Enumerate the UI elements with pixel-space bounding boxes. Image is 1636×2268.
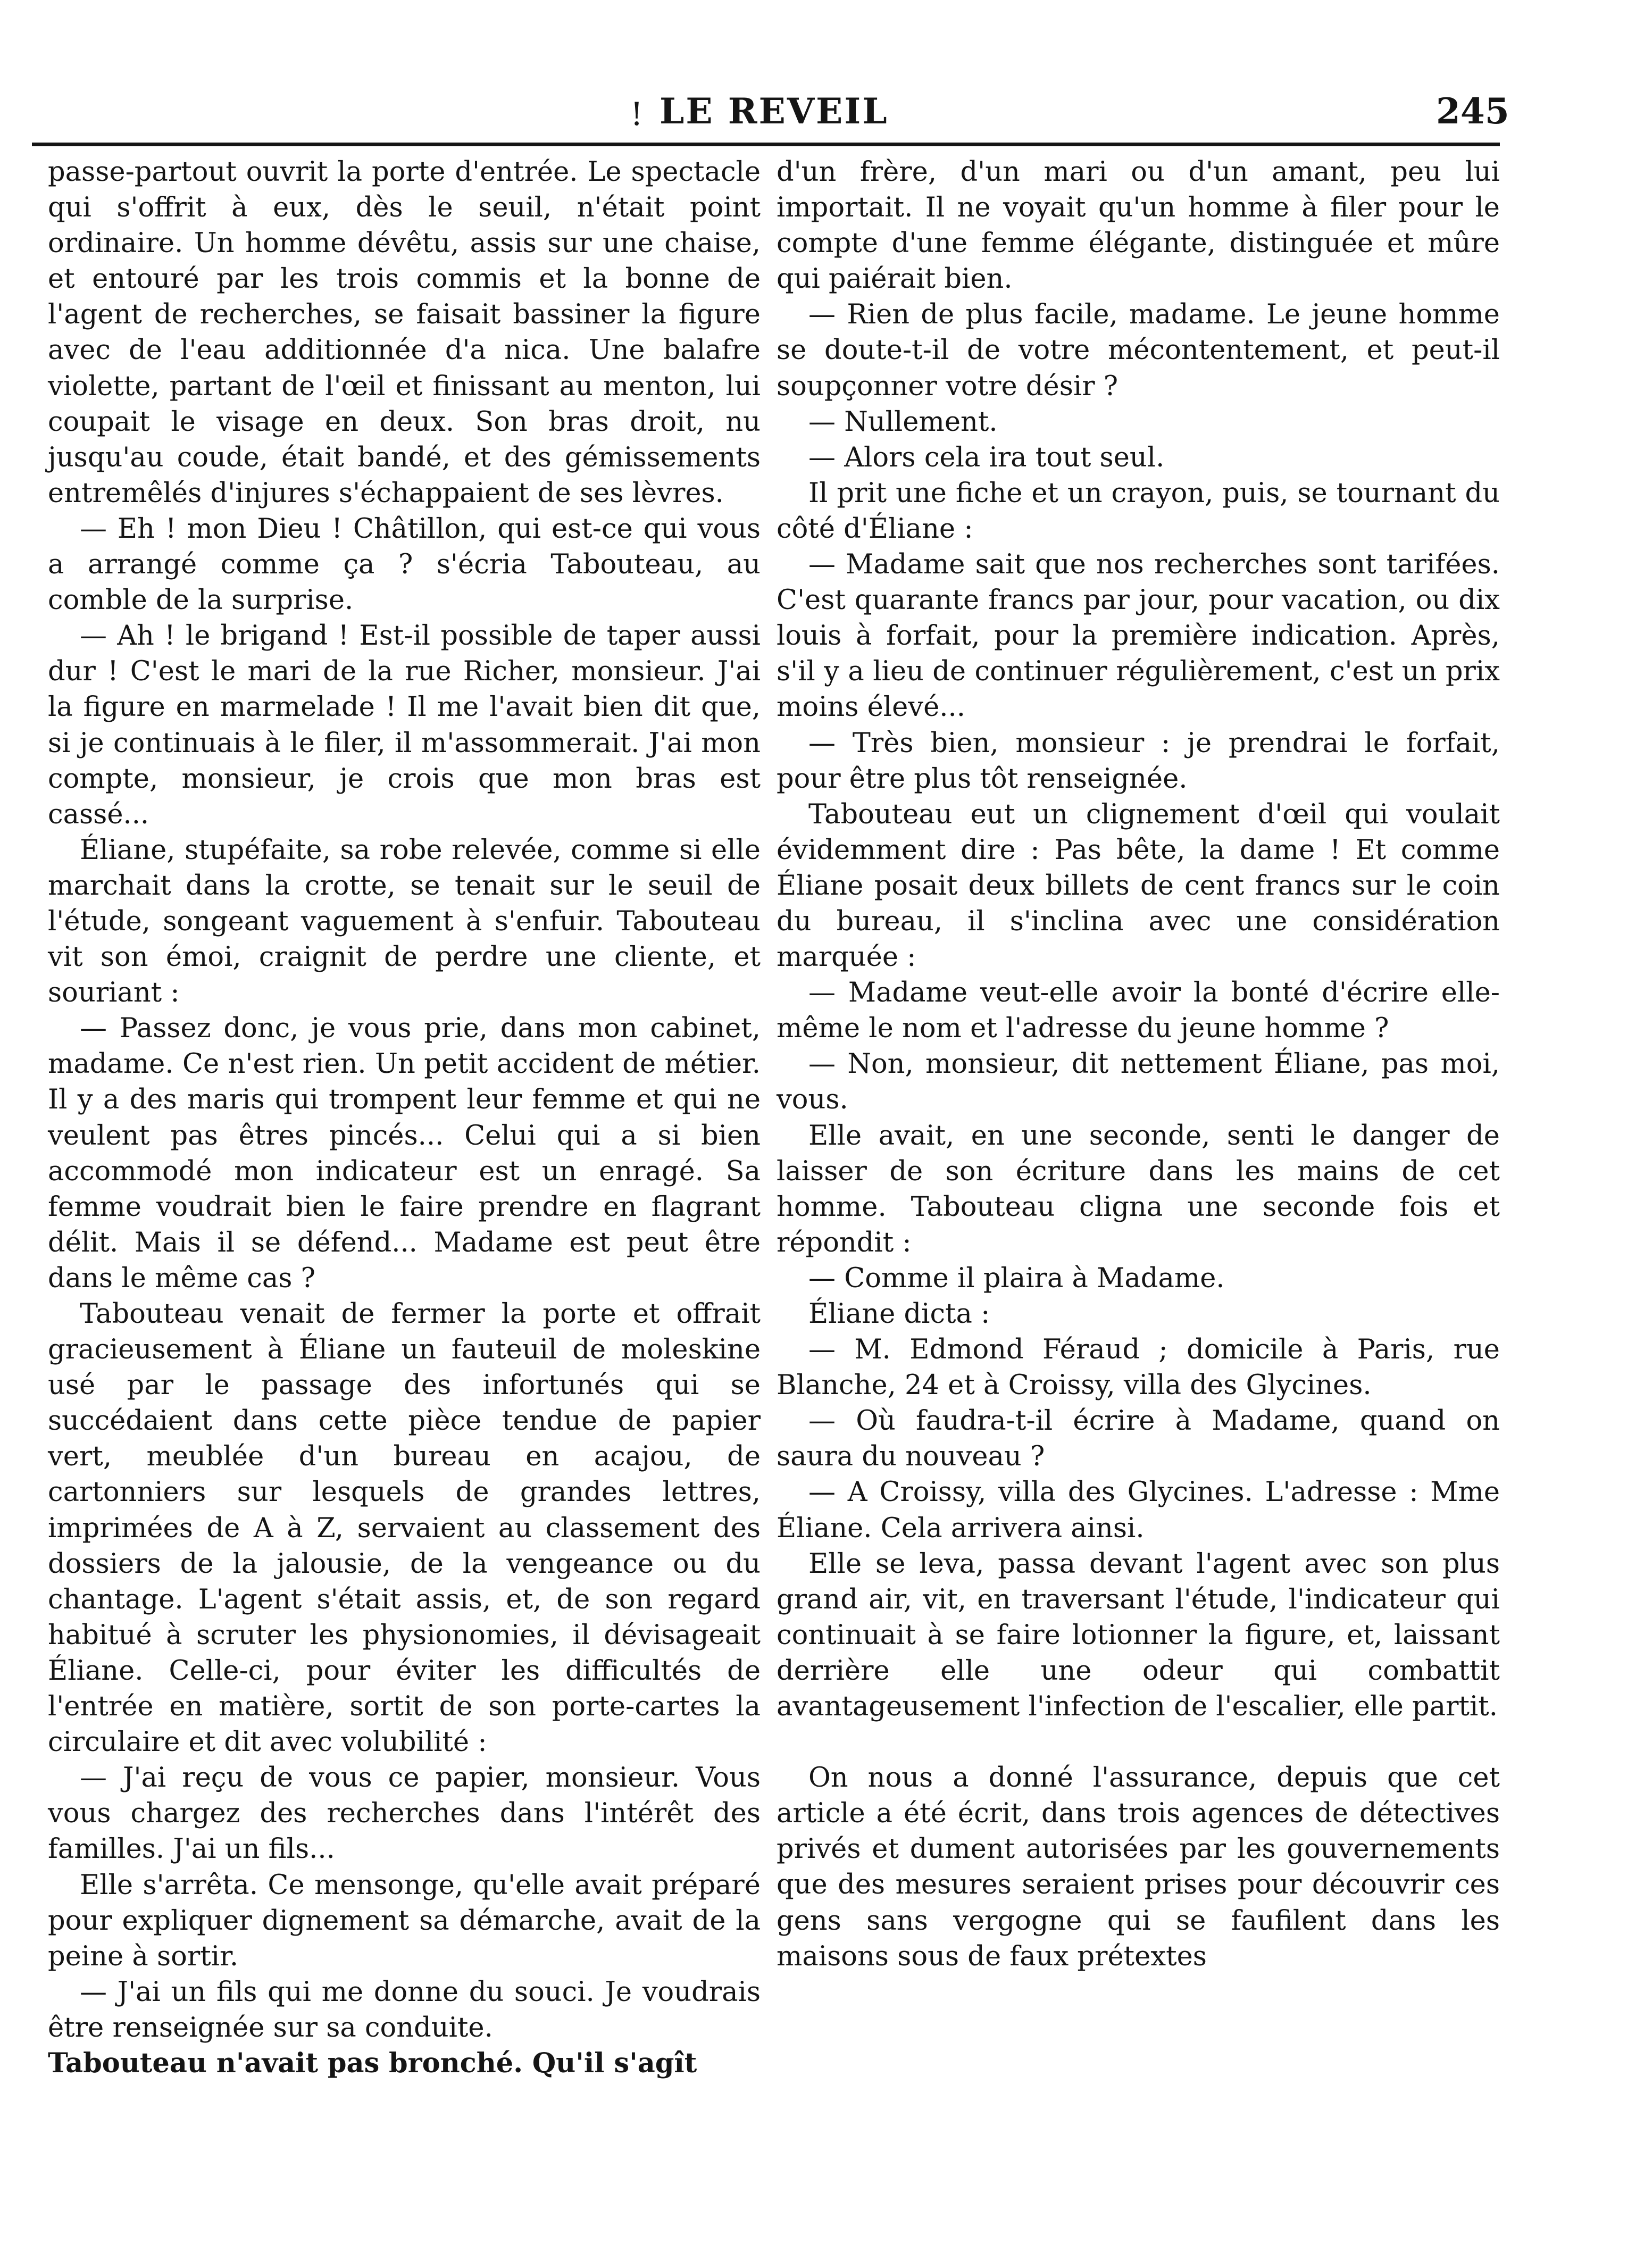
paragraph: — J'ai reçu de vous ce papier, monsieur. Vous vous chargez des recherches dans l'intérêt des familles. J'ai un fils... (48, 1762, 761, 1865)
paragraph: — Rien de plus facile, madame. Le jeune homme se doute-t-il de votre mécontentement, et peut-il soupçonner votre désir ? (777, 299, 1500, 402)
paragraph: On nous a donné l'assurance, depuis que cet article a été écrit, dans trois agences de détectives privés et dument autorisées par les gouvernements que des mesures seraient prises pour découvrir ces gens sans vergogne qui se faufilent dans les maisons sous de faux prétextes (777, 1762, 1500, 1972)
header-mark: ! (630, 96, 644, 133)
section-gap (777, 1724, 1500, 1760)
left-column (48, 154, 761, 2081)
paragraph: — Eh ! mon Dieu ! Châtillon, qui est-ce qui vous a arrangé comme ça ? s'écria Tabouteau, au comble de la surprise. (48, 513, 761, 616)
paragraph: — M. Edmond Féraud ; domicile à Paris, rue Blanche, 24 et à Croissy, villa des Glycines. (777, 1334, 1500, 1402)
paragraph: — Madame sait que nos recherches sont tarifées. C'est quarante francs par jour, pour vacation, ou dix louis à forfait, pour la première indication. Après, s'il y a lieu de continuer régulièrement, c'est un prix moins élevé... (777, 549, 1500, 723)
paragraph: Elle s'arrêta. Ce mensonge, qu'elle avait préparé pour expliquer dignement sa démarche, avait de la peine à sortir. (48, 1869, 761, 1972)
paragraph: Tabouteau eut un clignement d'œil qui voulait évidemment dire : Pas bête, la dame ! Et comme Éliane posait deux billets de cent francs sur le coin du bureau, il s'inclina avec une considération marquée : (777, 798, 1500, 973)
paragraph: Elle avait, en une seconde, senti le danger de laisser de son écriture dans les mains de cet homme. Tabouteau cligna une seconde fois et répondit : (777, 1120, 1500, 1258)
paragraph: — Où faudra-t-il écrire à Madame, quand on saura du nouveau ? (777, 1405, 1500, 1473)
page-header (0, 74, 1636, 133)
paragraph: passe-partout ouvrit la porte d'entrée. Le spectacle qui s'offrit à eux, dès le seuil, n'était point ordinaire. Un homme dévêtu, assis sur une chaise, et entouré par les trois commis et la bonne de l'agent de recherches, se faisait bassiner la figure avec de l'eau additionnée d'a nica. Une balafre violette, partant de l'œil et finissant au menton, lui coupait le visage en deux. Son bras droit, nu jusqu'au coude, était bandé, et des gémissements entremêlés d'injures s'échappaient de ses lèvres. (48, 156, 761, 509)
paragraph: d'un frère, d'un mari ou d'un amant, peu lui importait. Il ne voyait qu'un homme à filer pour le compte d'une femme élégante, distinguée et mûre qui paiérait bien. (777, 156, 1500, 295)
page-number: 245 (1436, 90, 1509, 132)
paragraph: — Passez donc, je vous prie, dans mon cabinet, madame. Ce n'est rien. Un petit accident de métier. Il y a des maris qui trompent leur femme et qui ne veulent pas êtres pincés... Celui qui a si bien accommodé mon indicateur est un enragé. Sa femme voudrait bien le faire prendre en flagrant délit. Mais il se défend... Madame est peut être dans le même cas ? (48, 1013, 761, 1294)
running-title: LE REVEIL (660, 90, 889, 132)
right-column (777, 154, 1500, 1974)
paragraph: Éliane, stupéfaite, sa robe relevée, comme si elle marchait dans la crotte, se tenait sur le seuil de l'étude, songeant vaguement à s'enfuir. Tabouteau vit son émoi, craignit de perdre une cliente, et souriant : (48, 834, 761, 1009)
paragraph: Elle se leva, passa devant l'agent avec son plus grand air, vit, en traversant l'étude, l'indicateur qui continuait à se faire lotionner la figure, et, laissant derrière elle une odeur qui combattit avantageusement l'infection de l'escalier, elle partit. (777, 1548, 1500, 1723)
paragraph: — Très bien, monsieur : je prendrai le forfait, pour être plus tôt renseignée. (777, 727, 1500, 795)
paragraph: — Alors cela ira tout seul. (808, 441, 1165, 473)
paragraph: Il prit une fiche et un crayon, puis, se tournant du côté d'Éliane : (777, 477, 1500, 545)
paragraph: — J'ai un fils qui me donne du souci. Je voudrais être renseignée sur sa conduite. (48, 1976, 761, 2044)
paragraph: Tabouteau venait de fermer la porte et offrait gracieusement à Éliane un fauteuil de moleskine usé par le passage des infortunés qui se succédaient dans cette pièce tendue de papier vert, meublée d'un bureau en acajou, de cartonniers sur lesquels de grandes lettres, imprimées de A à Z, servaient au classement des dossiers de la jalousie, de la vengeance ou du chantage. L'agent s'était assis, et, de son regard habitué à scruter les physionomies, il dévisageait Éliane. Celle-ci, pour éviter les difficultés de l'entrée en matière, sortit de son porte-cartes la circulaire et dit avec volubilité : (48, 1298, 761, 1758)
paragraph: Éliane dicta : (808, 1298, 990, 1330)
paragraph: — Ah ! le brigand ! Est-il possible de taper aussi dur ! C'est le mari de la rue Richer, monsieur. J'ai la figure en marmelade ! Il me l'avait bien dit que, si je continuais à le filer, il m'assommerait. J'ai mon compte, monsieur, je crois que mon bras est cassé... (48, 620, 761, 830)
paragraph: — Nullement. (808, 406, 998, 438)
paragraph: Tabouteau n'avait pas bronché. Qu'il s'agît (48, 2047, 697, 2079)
paragraph: — Non, monsieur, dit nettement Éliane, pas moi, vous. (777, 1048, 1500, 1116)
paragraph: — Comme il plaira à Madame. (808, 1262, 1225, 1294)
paragraph: — A Croissy, villa des Glycines. L'adresse : Mme Éliane. Cela arrivera ainsi. (777, 1477, 1500, 1544)
paragraph: — Madame veut-elle avoir la bonté d'écrire elle-même le nom et l'adresse du jeune homme ? (777, 977, 1500, 1045)
header-rule (32, 143, 1500, 146)
